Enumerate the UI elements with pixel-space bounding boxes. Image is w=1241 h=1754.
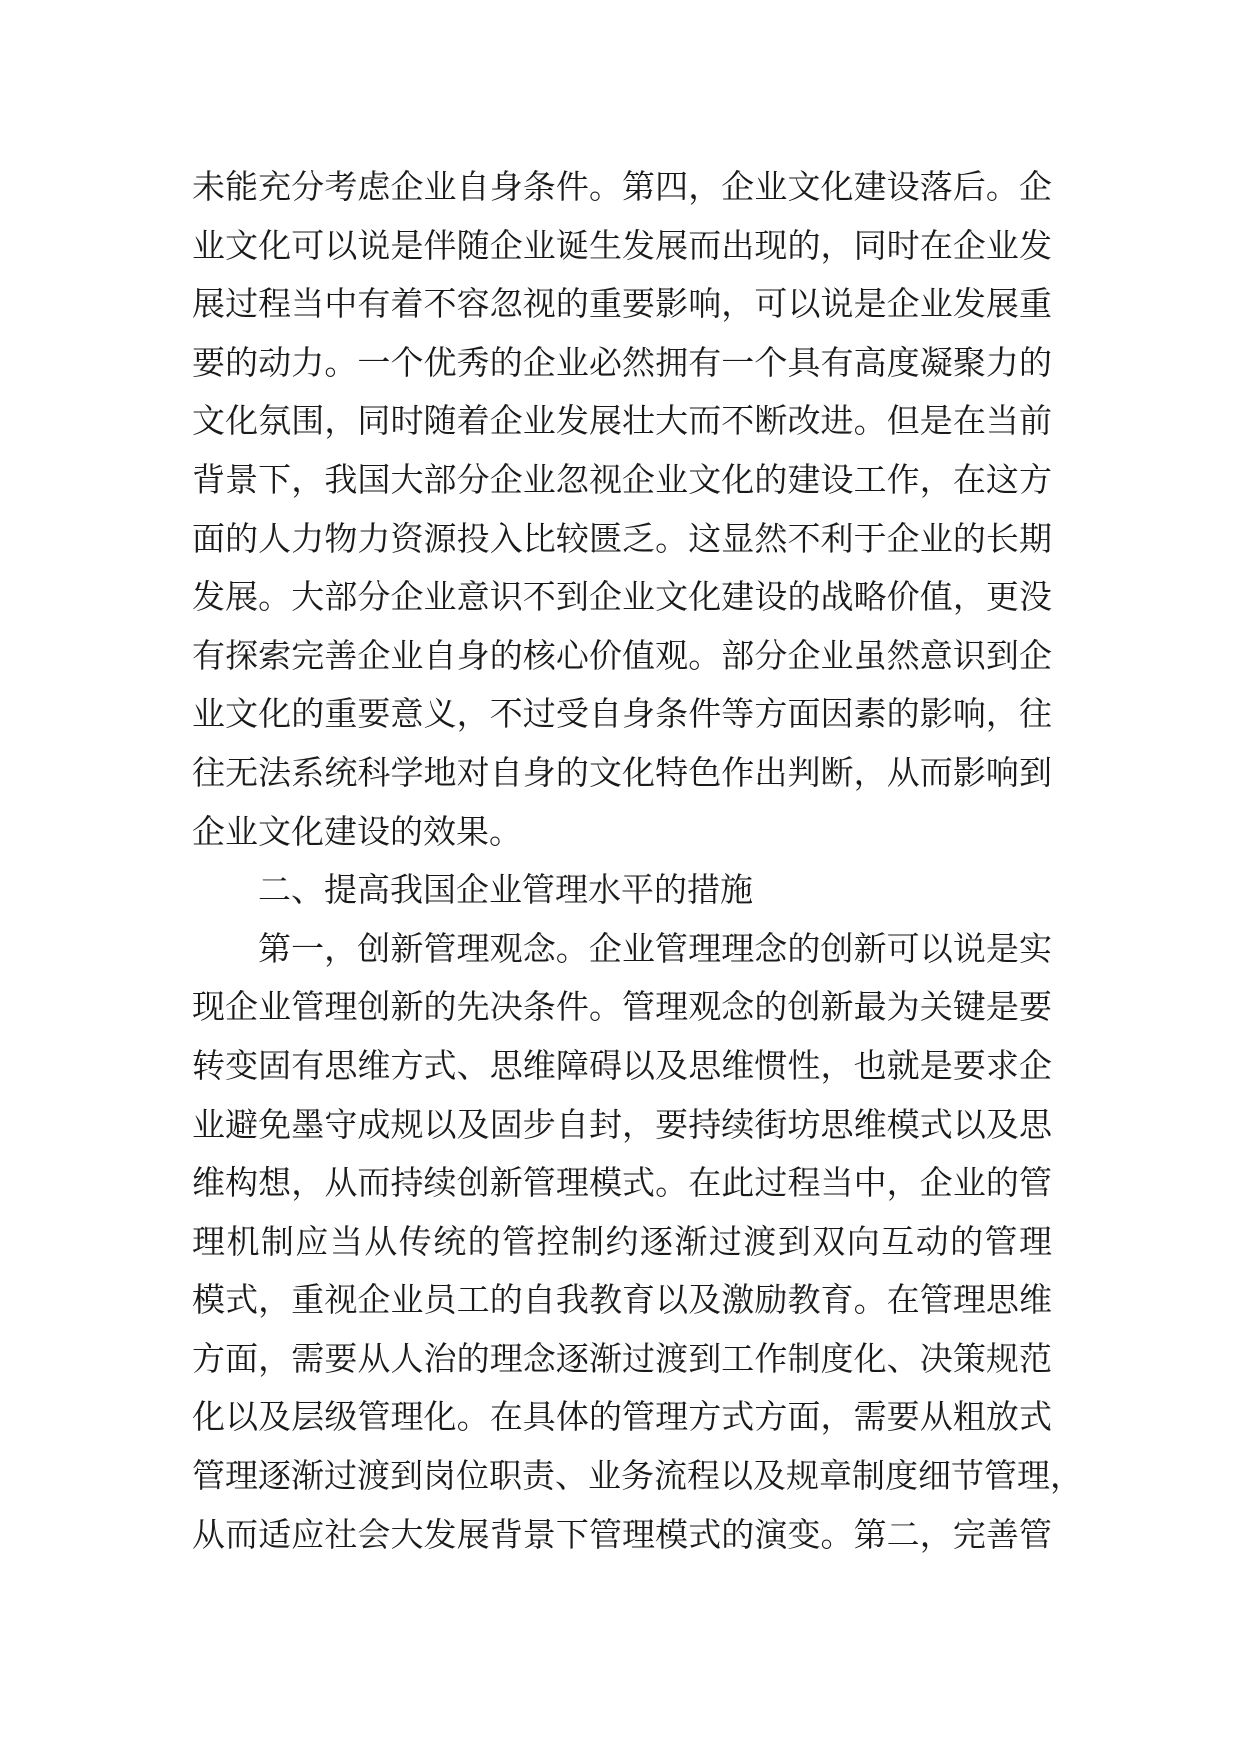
text-line: 有探索完善企业自身的核心价值观。部分企业虽然意识到企 xyxy=(192,635,1052,675)
text-line: 维构想，从而持续创新管理模式。在此过程当中，企业的管 xyxy=(192,1163,1052,1203)
text-line: 从而适应社会大发展背景下管理模式的演变。第二，完善管 xyxy=(192,1514,1052,1554)
document-body xyxy=(192,158,1083,1564)
paragraph-corporate-culture xyxy=(192,158,1052,861)
text-line: 未能充分考虑企业自身条件。第四，企业文化建设落后。企 xyxy=(192,167,1052,206)
text-line: 背景下，我国大部分企业忽视企业文化的建设工作，在这方 xyxy=(192,459,1052,499)
text-line: 模式，重视企业员工的自我教育以及激励教育。在管理思维 xyxy=(192,1280,1052,1320)
text-line: 往无法系统科学地对自身的文化特色作出判断，从而影响到 xyxy=(192,752,1052,792)
paragraph-management-concepts xyxy=(192,920,1083,1565)
text-line: 管理逐渐过渡到岗位职责、业务流程以及规章制度细节管理， xyxy=(192,1456,1083,1496)
text-line: 展过程当中有着不容忽视的重要影响，可以说是企业发展重 xyxy=(192,284,1052,324)
text-line: 业文化的重要意义，不过受自身条件等方面因素的影响，往 xyxy=(192,694,1052,734)
text-line: 第一，创新管理观念。企业管理理念的创新可以说是实 xyxy=(258,928,1052,968)
text-line: 要的动力。一个优秀的企业必然拥有一个具有高度凝聚力的 xyxy=(192,342,1052,382)
text-line: 面的人力物力资源投入比较匮乏。这显然不利于企业的长期 xyxy=(192,518,1052,558)
text-line: 文化氛围，同时随着企业发展壮大而不断改进。但是在当前 xyxy=(192,401,1052,441)
text-line: 转变固有思维方式、思维障碍以及思维惯性，也就是要求企 xyxy=(192,1045,1052,1085)
text-line: 业避免墨守成规以及固步自封，要持续街坊思维模式以及思 xyxy=(192,1104,1052,1144)
section-heading: 二、提高我国企业管理水平的措施 xyxy=(258,870,753,910)
text-line: 现企业管理创新的先决条件。管理观念的创新最为关键是要 xyxy=(192,987,1052,1027)
text-line: 理机制应当从传统的管控制约逐渐过渡到双向互动的管理 xyxy=(192,1221,1052,1261)
text-line: 发展。大部分企业意识不到企业文化建设的战略价值，更没 xyxy=(192,577,1052,617)
text-line: 企业文化建设的效果。 xyxy=(192,811,522,851)
text-line: 化以及层级管理化。在具体的管理方式方面，需要从粗放式 xyxy=(192,1397,1052,1437)
text-line: 方面，需要从人治的理念逐渐过渡到工作制度化、决策规范 xyxy=(192,1338,1052,1378)
text-line: 业文化可以说是伴随企业诞生发展而出现的，同时在企业发 xyxy=(192,225,1052,265)
